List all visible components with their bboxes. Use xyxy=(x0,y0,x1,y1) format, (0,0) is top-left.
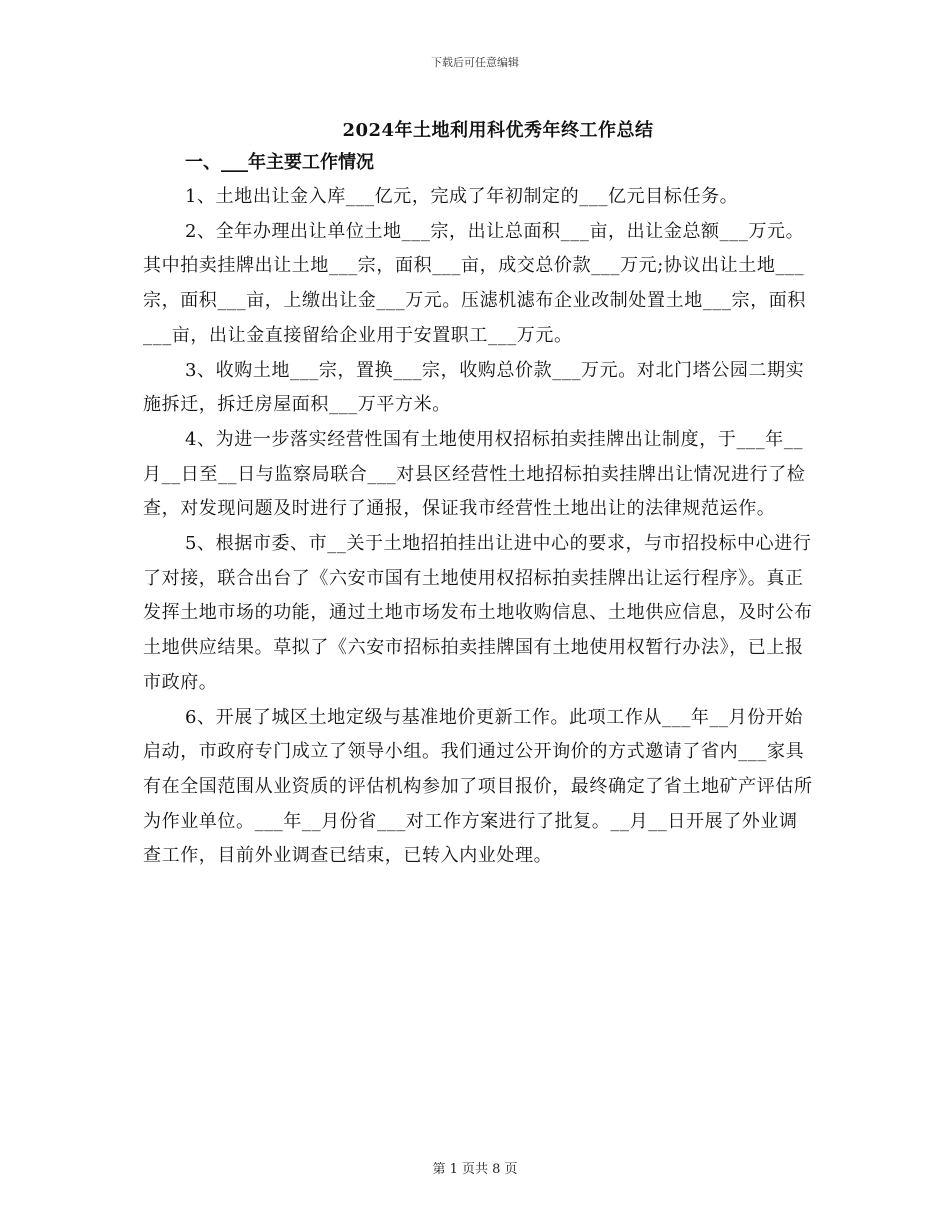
page-header-note: 下载后可任意编辑 xyxy=(431,56,519,69)
paragraph-3: 3、收购土地___宗，置换___宗，收购总价款___万元。对北门塔公园二期实施拆迁，拆迁房屋面积___万平方米。 xyxy=(143,359,805,416)
paragraph-4: 4、为进一步落实经营性国有土地使用权招标拍卖挂牌出让制度，于___年__月__日至__日与监察局联合___对县区经营性土地招标拍卖挂牌出让情况进行了检查，对发现问题及时进行了通报，保证我市经营性土地出让的法律规范运作。 xyxy=(143,428,806,520)
document-title: 2024年土地利用科优秀年终工作总结 xyxy=(342,120,654,141)
paragraph-5: 5、根据市委、市__关于土地招拍挂出让进中心的要求，与市招投标中心进行了对接，联合出台了《六安市国有土地使用权招标拍卖挂牌出让运行程序》。真正发挥土地市场的功能，通过土地市场发布土地收购信息、土地供应信息，及时公布土地供应结果。草拟了《六安市招标拍卖挂牌国有土地使用权暂行办法》，已上报市政府。 xyxy=(143,533,813,693)
paragraph-1: 1、土地出让金入库___亿元，完成了年初制定的___亿元目标任务。 xyxy=(185,186,739,207)
paragraph-6: 6、开展了城区土地定级与基准地价更新工作。此项工作从___年__月份开始启动，市政府专门成立了领导小组。我们通过公开询价的方式邀请了省内___家具有在全国范围从业资质的评估机构参加了项目报价，最终确定了省土地矿产评估所为作业单位。___年__月份省___对工作方案进行了批复。__月__日开展了外业调查工作，目前外业调查已结束，已转入内业处理。 xyxy=(143,706,813,867)
document-body xyxy=(143,146,813,874)
section-heading: 一、___年主要工作情况 xyxy=(185,152,374,173)
paragraph-2: 2、全年办理出让单位土地___宗，出让总面积___亩，出让金总额___万元。其中拍卖挂牌出让土地___宗，面积___亩，成交总价款___万元;协议出让土地___宗，面积___亩，上缴出让金___万元。压滤机滤布企业改制处置土地___宗，面积___亩，出让金直接留给企业用于安置职工___万元。 xyxy=(143,220,806,346)
page-number-footer: 第 1 页共 8 页 xyxy=(432,1162,518,1177)
